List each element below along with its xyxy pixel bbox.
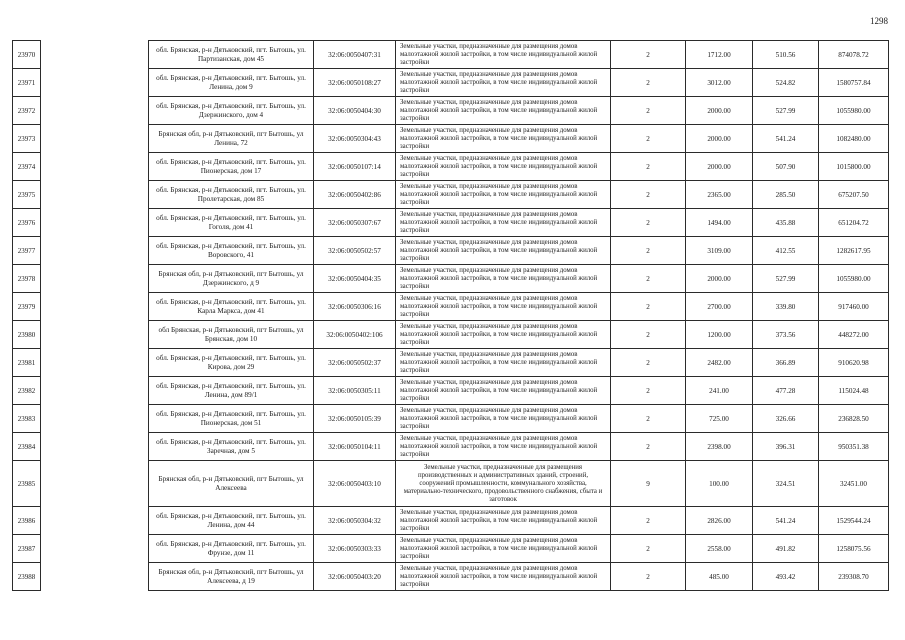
category-cell: 2 xyxy=(611,209,686,237)
cadastral-value-cell: 1055980.00 xyxy=(819,97,889,125)
row-number-row xyxy=(13,321,41,349)
unit-price-cell: 435.88 xyxy=(753,209,819,237)
row-number-cell: 23987 xyxy=(13,535,41,563)
area-cell: 2000.00 xyxy=(686,265,753,293)
table-row xyxy=(149,349,889,377)
table-row xyxy=(149,293,889,321)
address-cell: Брянская обл, р-н Дятьковский, пгт Бытошь, ул Алексеева xyxy=(149,461,314,507)
land-use-cell: Земельные участки, предназначенные для размещения домов малоэтажной жилой застройки, в том числе индивидуальной жилой застройки xyxy=(396,181,611,209)
land-use-cell: Земельные участки, предназначенные для размещения домов малоэтажной жилой застройки, в том числе индивидуальной жилой застройки xyxy=(396,377,611,405)
land-use-cell: Земельные участки, предназначенные для размещения домов малоэтажной жилой застройки, в том числе индивидуальной жилой застройки xyxy=(396,405,611,433)
address-cell: Брянская обл, р-н Дятьковский, пгт Бытошь, ул Дзержинского, д 9 xyxy=(149,265,314,293)
table-row xyxy=(149,535,889,563)
unit-price-cell: 527.99 xyxy=(753,265,819,293)
area-cell: 1494.00 xyxy=(686,209,753,237)
table-row xyxy=(149,181,889,209)
cadastral-value-cell: 651204.72 xyxy=(819,209,889,237)
table-row xyxy=(149,377,889,405)
cadastral-number-cell: 32:06:0050107:14 xyxy=(314,153,396,181)
cadastral-value-cell: 1529544.24 xyxy=(819,507,889,535)
area-cell: 2826.00 xyxy=(686,507,753,535)
cadastral-value-cell: 1055980.00 xyxy=(819,265,889,293)
unit-price-cell: 507.90 xyxy=(753,153,819,181)
unit-price-cell: 541.24 xyxy=(753,125,819,153)
unit-price-cell: 493.42 xyxy=(753,563,819,591)
unit-price-cell: 510.56 xyxy=(753,41,819,69)
cadastral-value-cell: 874078.72 xyxy=(819,41,889,69)
table-row xyxy=(149,321,889,349)
table-row xyxy=(149,433,889,461)
row-number-cell: 23970 xyxy=(13,41,41,69)
row-number-cell: 23976 xyxy=(13,209,41,237)
address-cell: Брянская обл, р-н Дятьковский, пгт Бытошь, ул Ленина, 72 xyxy=(149,125,314,153)
table-row xyxy=(149,507,889,535)
address-cell: обл. Брянская, р-н Дятьковский, пгт. Бытошь, ул. Ленина, дом 9 xyxy=(149,69,314,97)
cadastral-number-cell: 32:06:0050303:33 xyxy=(314,535,396,563)
land-use-cell: Земельные участки, предназначенные для размещения домов малоэтажной жилой застройки, в том числе индивидуальной жилой застройки xyxy=(396,153,611,181)
area-cell: 2558.00 xyxy=(686,535,753,563)
row-number-cell: 23971 xyxy=(13,69,41,97)
unit-price-cell: 285.50 xyxy=(753,181,819,209)
cadastral-number-cell: 32:06:0050307:67 xyxy=(314,209,396,237)
land-use-cell: Земельные участки, предназначенные для размещения домов малоэтажной жилой застройки, в том числе индивидуальной жилой застройки xyxy=(396,321,611,349)
row-number-cell: 23985 xyxy=(13,461,41,507)
unit-price-cell: 396.31 xyxy=(753,433,819,461)
unit-price-cell: 326.66 xyxy=(753,405,819,433)
area-cell: 725.00 xyxy=(686,405,753,433)
cadastral-value-cell: 910620.98 xyxy=(819,349,889,377)
land-use-cell: Земельные участки, предназначенные для размещения домов малоэтажной жилой застройки, в том числе индивидуальной жилой застройки xyxy=(396,535,611,563)
address-cell: Брянская обл, р-н Дятьковский, пгт Бытошь, ул Алексеева, д 19 xyxy=(149,563,314,591)
address-cell: обл. Брянская, р-н Дятьковский, пгт. Бытошь, ул. Заречная, дом 5 xyxy=(149,433,314,461)
area-cell: 2000.00 xyxy=(686,97,753,125)
table-row xyxy=(149,461,889,507)
row-number-row xyxy=(13,69,41,97)
cadastral-number-cell: 32:06:0050108:27 xyxy=(314,69,396,97)
cadastral-value-cell: 236828.50 xyxy=(819,405,889,433)
row-number-cell: 23974 xyxy=(13,153,41,181)
table-row xyxy=(149,69,889,97)
cadastral-value-cell: 448272.00 xyxy=(819,321,889,349)
row-number-row xyxy=(13,265,41,293)
row-number-row xyxy=(13,209,41,237)
land-use-cell: Земельные участки, предназначенные для размещения домов малоэтажной жилой застройки, в том числе индивидуальной жилой застройки xyxy=(396,125,611,153)
cadastral-value-cell: 1580757.84 xyxy=(819,69,889,97)
cadastral-number-cell: 32:06:0050306:16 xyxy=(314,293,396,321)
row-number-row xyxy=(13,507,41,535)
land-use-cell: Земельные участки, предназначенные для размещения домов малоэтажной жилой застройки, в том числе индивидуальной жилой застройки xyxy=(396,433,611,461)
area-cell: 2482.00 xyxy=(686,349,753,377)
page-number: 1298 xyxy=(870,16,888,26)
address-cell: обл. Брянская, р-н Дятьковский, пгт. Бытошь, ул. Фрунзе, дом 11 xyxy=(149,535,314,563)
unit-price-cell: 366.89 xyxy=(753,349,819,377)
unit-price-cell: 324.51 xyxy=(753,461,819,507)
row-number-row xyxy=(13,153,41,181)
cadastral-number-cell: 32:06:0050305:11 xyxy=(314,377,396,405)
row-number-cell: 23980 xyxy=(13,321,41,349)
land-use-cell: Земельные участки, предназначенные для размещения домов малоэтажной жилой застройки, в том числе индивидуальной жилой застройки xyxy=(396,69,611,97)
land-plots-table xyxy=(148,40,889,591)
land-use-cell: Земельные участки, предназначенные для размещения домов малоэтажной жилой застройки, в том числе индивидуальной жилой застройки xyxy=(396,97,611,125)
address-cell: обл. Брянская, р-н Дятьковский, пгт. Бытошь, ул. Дзержинского, дом 4 xyxy=(149,97,314,125)
table-row xyxy=(149,405,889,433)
area-cell: 2000.00 xyxy=(686,125,753,153)
address-cell: обл. Брянская, р-н Дятьковский, пгт. Бытошь, ул. Пионерская, дом 51 xyxy=(149,405,314,433)
table-row xyxy=(149,153,889,181)
unit-price-cell: 339.80 xyxy=(753,293,819,321)
cadastral-value-cell: 1082480.00 xyxy=(819,125,889,153)
cadastral-value-cell: 32451.00 xyxy=(819,461,889,507)
row-number-row xyxy=(13,125,41,153)
land-use-cell: Земельные участки, предназначенные для размещения производственных и административных зданий, строений, сооружений промышленности, коммунального хозяйства, материально-технического, продовольственного снабжения, сбыта и заготовок xyxy=(396,461,611,507)
row-number-cell: 23973 xyxy=(13,125,41,153)
cadastral-number-cell: 32:06:0050402:86 xyxy=(314,181,396,209)
land-use-cell: Земельные участки, предназначенные для размещения домов малоэтажной жилой застройки, в том числе индивидуальной жилой застройки xyxy=(396,265,611,293)
cadastral-value-cell: 115024.48 xyxy=(819,377,889,405)
area-cell: 241.00 xyxy=(686,377,753,405)
address-cell: обл. Брянская, р-н Дятьковский, пгт. Бытошь, ул. Пролетарская, дом 85 xyxy=(149,181,314,209)
row-number-cell: 23978 xyxy=(13,265,41,293)
unit-price-cell: 477.28 xyxy=(753,377,819,405)
row-number-cell: 23977 xyxy=(13,237,41,265)
category-cell: 9 xyxy=(611,461,686,507)
cadastral-number-cell: 32:06:0050407:31 xyxy=(314,41,396,69)
address-cell: обл. Брянская, р-н Дятьковский, пгт. Бытошь, ул. Ленина, дом 89/1 xyxy=(149,377,314,405)
row-number-row xyxy=(13,349,41,377)
land-use-cell: Земельные участки, предназначенные для размещения домов малоэтажной жилой застройки, в том числе индивидуальной жилой застройки xyxy=(396,563,611,591)
area-cell: 100.00 xyxy=(686,461,753,507)
address-cell: обл Брянская, р-н Дятьковский, пгт Бытошь, ул Брянская, дом 10 xyxy=(149,321,314,349)
row-number-cell: 23983 xyxy=(13,405,41,433)
address-cell: обл. Брянская, р-н Дятьковский, пгт. Бытошь, ул. Воровского, 41 xyxy=(149,237,314,265)
row-number-row xyxy=(13,97,41,125)
row-number-row xyxy=(13,535,41,563)
row-number-cell: 23986 xyxy=(13,507,41,535)
cadastral-number-cell: 32:06:0050404:30 xyxy=(314,97,396,125)
row-number-row xyxy=(13,377,41,405)
unit-price-cell: 541.24 xyxy=(753,507,819,535)
cadastral-value-cell: 239308.70 xyxy=(819,563,889,591)
address-cell: обл. Брянская, р-н Дятьковский, пгт. Бытошь, ул. Карла Маркса, дом 41 xyxy=(149,293,314,321)
address-cell: обл. Брянская, р-н Дятьковский, пгт. Бытошь, ул. Партизанская, дом 45 xyxy=(149,41,314,69)
category-cell: 2 xyxy=(611,181,686,209)
area-cell: 2398.00 xyxy=(686,433,753,461)
cadastral-value-cell: 1282617.95 xyxy=(819,237,889,265)
row-number-column xyxy=(12,40,41,591)
area-cell: 2365.00 xyxy=(686,181,753,209)
row-number-cell: 23979 xyxy=(13,293,41,321)
area-cell: 2000.00 xyxy=(686,153,753,181)
category-cell: 2 xyxy=(611,321,686,349)
cadastral-number-cell: 32:06:0050104:11 xyxy=(314,433,396,461)
land-plots-table-body xyxy=(149,41,889,591)
category-cell: 2 xyxy=(611,41,686,69)
land-use-cell: Земельные участки, предназначенные для размещения домов малоэтажной жилой застройки, в том числе индивидуальной жилой застройки xyxy=(396,41,611,69)
land-use-cell: Земельные участки, предназначенные для размещения домов малоэтажной жилой застройки, в том числе индивидуальной жилой застройки xyxy=(396,209,611,237)
cadastral-number-cell: 32:06:0050502:37 xyxy=(314,349,396,377)
cadastral-number-cell: 32:06:0050403:10 xyxy=(314,461,396,507)
table-row xyxy=(149,265,889,293)
category-cell: 2 xyxy=(611,405,686,433)
table-row xyxy=(149,97,889,125)
land-use-cell: Земельные участки, предназначенные для размещения домов малоэтажной жилой застройки, в том числе индивидуальной жилой застройки xyxy=(396,349,611,377)
unit-price-cell: 412.55 xyxy=(753,237,819,265)
land-use-cell: Земельные участки, предназначенные для размещения домов малоэтажной жилой застройки, в том числе индивидуальной жилой застройки xyxy=(396,293,611,321)
cadastral-value-cell: 917460.00 xyxy=(819,293,889,321)
category-cell: 2 xyxy=(611,349,686,377)
address-cell: обл. Брянская, р-н Дятьковский, пгт. Бытошь, ул. Пионерская, дом 17 xyxy=(149,153,314,181)
row-number-cell: 23984 xyxy=(13,433,41,461)
category-cell: 2 xyxy=(611,125,686,153)
row-number-cell: 23981 xyxy=(13,349,41,377)
category-cell: 2 xyxy=(611,563,686,591)
address-cell: обл. Брянская, р-н Дятьковский, пгт. Бытошь, ул. Ленина, дом 44 xyxy=(149,507,314,535)
row-number-cell: 23982 xyxy=(13,377,41,405)
area-cell: 1712.00 xyxy=(686,41,753,69)
category-cell: 2 xyxy=(611,293,686,321)
category-cell: 2 xyxy=(611,507,686,535)
table-row xyxy=(149,41,889,69)
category-cell: 2 xyxy=(611,69,686,97)
category-cell: 2 xyxy=(611,97,686,125)
cadastral-value-cell: 950351.38 xyxy=(819,433,889,461)
table-row xyxy=(149,237,889,265)
cadastral-number-cell: 32:06:0050105:39 xyxy=(314,405,396,433)
table-row xyxy=(149,209,889,237)
row-number-cell: 23988 xyxy=(13,563,41,591)
area-cell: 485.00 xyxy=(686,563,753,591)
land-use-cell: Земельные участки, предназначенные для размещения домов малоэтажной жилой застройки, в том числе индивидуальной жилой застройки xyxy=(396,507,611,535)
table-row xyxy=(149,125,889,153)
row-number-cell: 23972 xyxy=(13,97,41,125)
row-number-row xyxy=(13,461,41,507)
category-cell: 2 xyxy=(611,433,686,461)
cadastral-number-cell: 32:06:0050402:106 xyxy=(314,321,396,349)
cadastral-value-cell: 1015800.00 xyxy=(819,153,889,181)
unit-price-cell: 373.56 xyxy=(753,321,819,349)
row-number-row xyxy=(13,433,41,461)
cadastral-number-cell: 32:06:0050304:43 xyxy=(314,125,396,153)
row-number-row xyxy=(13,293,41,321)
row-number-row xyxy=(13,405,41,433)
cadastral-number-cell: 32:06:0050403:20 xyxy=(314,563,396,591)
land-use-cell: Земельные участки, предназначенные для размещения домов малоэтажной жилой застройки, в том числе индивидуальной жилой застройки xyxy=(396,237,611,265)
area-cell: 1200.00 xyxy=(686,321,753,349)
cadastral-value-cell: 1258075.56 xyxy=(819,535,889,563)
cadastral-number-cell: 32:06:0050404:35 xyxy=(314,265,396,293)
cadastral-number-cell: 32:06:0050304:32 xyxy=(314,507,396,535)
table-row xyxy=(149,563,889,591)
category-cell: 2 xyxy=(611,153,686,181)
row-number-row xyxy=(13,237,41,265)
row-number-row xyxy=(13,563,41,591)
row-number-body xyxy=(13,41,41,591)
row-number-cell: 23975 xyxy=(13,181,41,209)
area-cell: 2700.00 xyxy=(686,293,753,321)
row-number-row xyxy=(13,181,41,209)
unit-price-cell: 491.82 xyxy=(753,535,819,563)
unit-price-cell: 524.82 xyxy=(753,69,819,97)
cadastral-number-cell: 32:06:0050502:57 xyxy=(314,237,396,265)
unit-price-cell: 527.99 xyxy=(753,97,819,125)
category-cell: 2 xyxy=(611,535,686,563)
row-number-row xyxy=(13,41,41,69)
area-cell: 3109.00 xyxy=(686,237,753,265)
cadastral-value-cell: 675207.50 xyxy=(819,181,889,209)
address-cell: обл. Брянская, р-н Дятьковский, пгт. Бытошь, ул. Кирова, дом 29 xyxy=(149,349,314,377)
address-cell: обл. Брянская, р-н Дятьковский, пгт. Бытошь, ул. Гоголя, дом 41 xyxy=(149,209,314,237)
category-cell: 2 xyxy=(611,265,686,293)
area-cell: 3012.00 xyxy=(686,69,753,97)
category-cell: 2 xyxy=(611,377,686,405)
category-cell: 2 xyxy=(611,237,686,265)
